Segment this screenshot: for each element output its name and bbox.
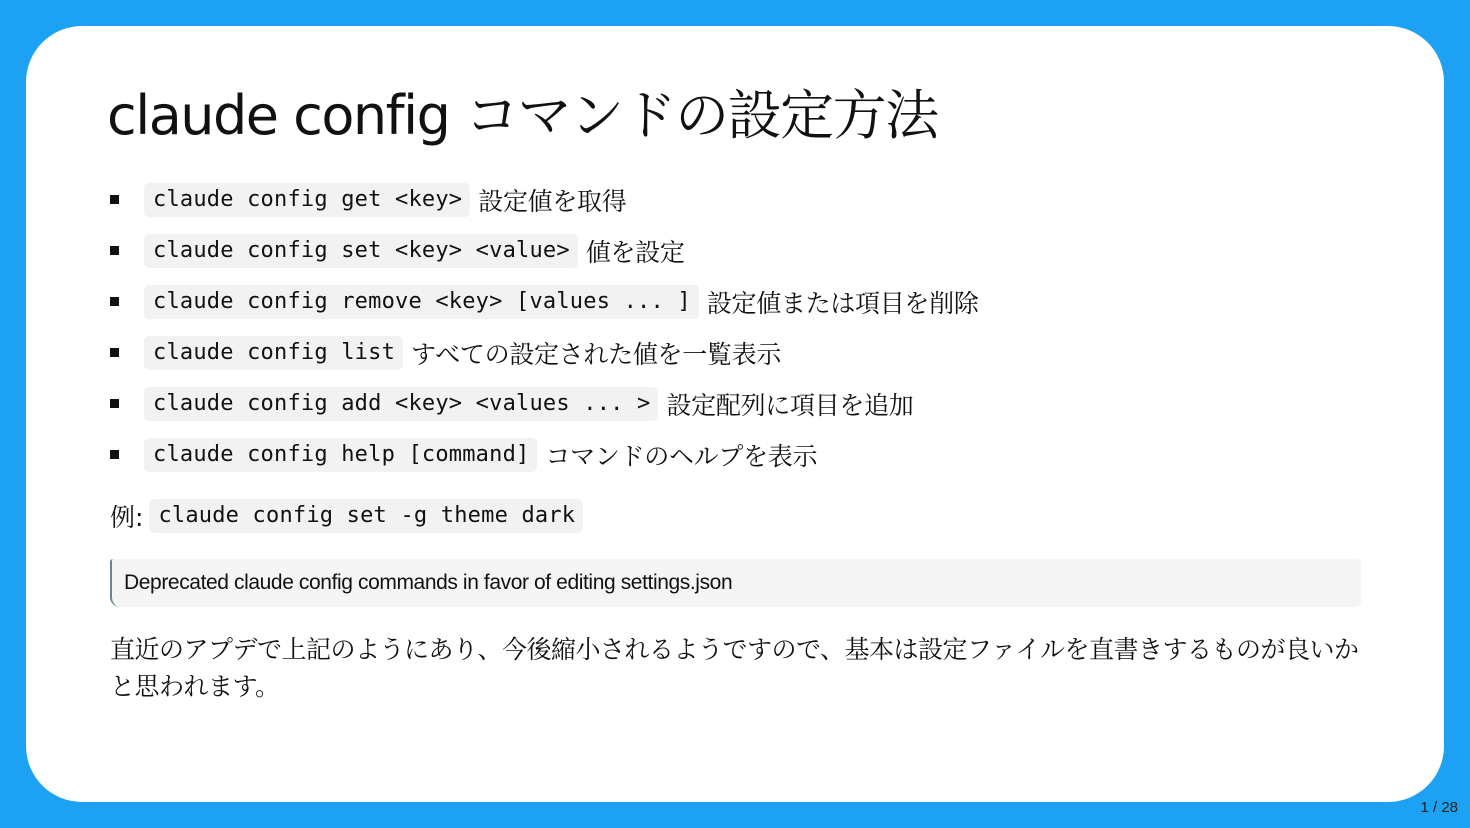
- example-code: claude config set -g theme dark: [149, 499, 583, 533]
- example-line: [110, 496, 583, 536]
- blockquote-text: Deprecated claude config commands in favor of editing settings.json: [124, 571, 733, 594]
- example-label: 例:: [110, 503, 144, 532]
- command-description: コマンドのヘルプを表示: [545, 441, 818, 471]
- list-item: [110, 429, 979, 480]
- slide-title: claude config コマンドの設定方法: [107, 84, 938, 147]
- blockquote: [110, 559, 1361, 607]
- body-paragraph: 直近のアプデで上記のようにあり、今後縮小されるようですので、基本は設定ファイルを直書きするものが良いかと思われます。: [110, 635, 1359, 701]
- list-item: [110, 225, 979, 276]
- square-bullet-icon: [110, 246, 119, 255]
- command-list: [110, 174, 979, 480]
- inline-code: claude config add <key> <values ... >: [144, 387, 658, 421]
- page-number: 1 / 28: [1420, 799, 1458, 816]
- list-item: [110, 378, 979, 429]
- inline-code: claude config list: [144, 336, 403, 370]
- square-bullet-icon: [110, 297, 119, 306]
- slide: [26, 26, 1444, 802]
- command-description: 設定値または項目を削除: [706, 288, 979, 318]
- list-item: [110, 327, 979, 378]
- list-item: [110, 174, 979, 225]
- list-item: [110, 276, 979, 327]
- command-description: 設定配列に項目を追加: [666, 390, 914, 420]
- square-bullet-icon: [110, 399, 119, 408]
- inline-code: claude config get <key>: [144, 183, 470, 217]
- command-description: 値を設定: [585, 237, 685, 267]
- command-description: 設定値を取得: [478, 186, 627, 216]
- inline-code: claude config remove <key> [values ... ]: [144, 285, 699, 319]
- square-bullet-icon: [110, 450, 119, 459]
- command-description: すべての設定された値を一覧表示: [411, 339, 782, 369]
- inline-code: claude config help [command]: [144, 438, 537, 472]
- square-bullet-icon: [110, 195, 119, 204]
- square-bullet-icon: [110, 348, 119, 357]
- inline-code: claude config set <key> <value>: [144, 234, 578, 268]
